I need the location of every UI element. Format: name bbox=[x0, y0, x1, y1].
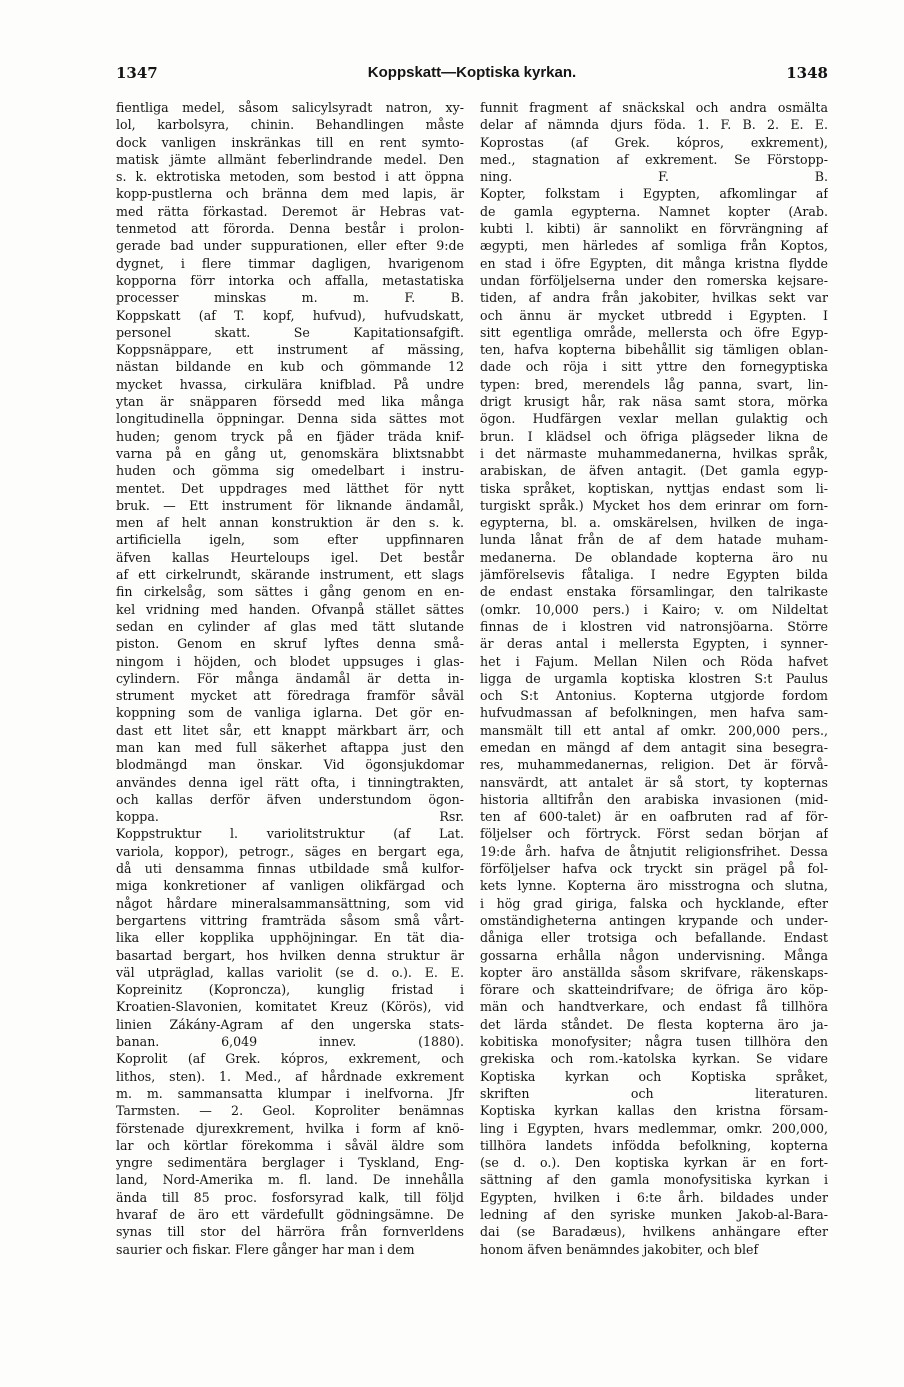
text-line: lunda lånat från de af dem hatade muham- bbox=[480, 532, 828, 548]
text-line: emedan en mängd af dem antagit sina besegra- bbox=[480, 739, 828, 755]
text-line: basartad bergart, hos hvilken denna struktur är bbox=[116, 947, 464, 963]
text-line: funnit fragment af snäckskal och andra osmälta bbox=[480, 100, 828, 115]
text-line: kel vridning med handen. Ofvanpå stället sättes bbox=[116, 601, 464, 617]
text-line: ledning af den syriske munken Jakob-al-Bara- bbox=[480, 1207, 828, 1222]
text-line: fientliga medel, såsom salicylsyradt natron, xy- bbox=[116, 100, 464, 115]
text-line: turgiskt språk.) Mycket hos dem erinrar om forn- bbox=[480, 497, 828, 513]
text-line: koppa. Rsr. bbox=[116, 809, 464, 825]
text-line: ligga de urgamla koptiska klostren S:t Paulus bbox=[480, 670, 828, 686]
text-line: matisk jämte allmänt feberlindrande medel. Den bbox=[116, 151, 464, 167]
text-line: land, Nord-Amerika m. fl. land. De innehålla bbox=[116, 1172, 464, 1188]
text-line: Koptiska kyrkan och Koptiska språket, bbox=[480, 1068, 828, 1084]
text-line: delar af nämnda djurs föda. 1. F. B. 2. E. E. bbox=[480, 117, 828, 133]
text-line: ten, hafva kopterna bibehållit sig tämligen oblan- bbox=[480, 342, 828, 358]
text-line: Koprolit (af Grek. kópros, exkrement, och bbox=[116, 1051, 464, 1067]
text-line: Kopter, folkstam i Egypten, afkomlingar af bbox=[480, 186, 828, 202]
text-line: gerade bad under suppurationen, eller efter 9:de bbox=[116, 238, 464, 254]
text-line: lika eller kopplika upphöjningar. En tät dia- bbox=[116, 930, 464, 946]
text-line: personel skatt. Se Kapitationsafgift. bbox=[116, 324, 464, 340]
text-line: dade och röja i sitt yttre den fornegyptiska bbox=[480, 359, 828, 375]
text-line: skriften och literaturen. bbox=[480, 1085, 828, 1101]
text-line: af ett cirkelrundt, skärande instrument, ett slags bbox=[116, 567, 464, 583]
text-line: egypterna, bl. a. omskärelsen, hvilken de inga- bbox=[480, 515, 828, 531]
text-line: koppning som de vanliga iglarna. Det gör en- bbox=[116, 705, 464, 721]
text-line: ningom i höjden, och blodet uppsuges i glas- bbox=[116, 653, 464, 669]
text-line: brun. I klädsel och öfriga plägseder likna de bbox=[480, 428, 828, 444]
right-page-number: 1348 bbox=[786, 64, 828, 82]
text-line: män och handtverkare, och endast få tillhöra bbox=[480, 999, 828, 1015]
text-line: men af helt annan konstruktion är den s. k. bbox=[116, 515, 464, 531]
text-line: sedan en cylinder af glas med tätt slutande bbox=[116, 618, 464, 634]
text-line: förare och skatteindrifvare; de öfriga äro köp- bbox=[480, 982, 828, 998]
text-line: synas till stor del härröra från fornverldens bbox=[116, 1224, 464, 1240]
text-line: då uti densamma finnas utbildade små kulfor- bbox=[116, 861, 464, 877]
text-line: tiden, af andra från jakobiter, hvilkas sekt var bbox=[480, 290, 828, 306]
text-line: ling i Egypten, hvars medlemmar, omkr. 200,000, bbox=[480, 1120, 828, 1136]
text-line: ända till 85 proc. fosforsyrad kalk, till följd bbox=[116, 1189, 464, 1205]
text-line: Koptiska kyrkan kallas den kristna försam- bbox=[480, 1103, 828, 1119]
text-line: drigt krusigt hår, rak näsa samt stora, mörka bbox=[480, 394, 828, 410]
text-line: dåniga eller trotsiga och befallande. Endast bbox=[480, 930, 828, 946]
text-line: i det närmaste muhammedanerna, hvilkas språk, bbox=[480, 445, 828, 461]
text-line: hufvudmassan af befolkningen, men hafva sam- bbox=[480, 705, 828, 721]
text-line: dai (se Baradæus), hvilkens anhängare efter bbox=[480, 1224, 828, 1240]
page-header bbox=[116, 64, 828, 86]
text-line: kopter äro anställda såsom skrifvare, räkenskaps- bbox=[480, 964, 828, 980]
text-line: s. k. ektrotiska metoden, som bestod i att öppna bbox=[116, 169, 464, 185]
text-line: bruk. — Ett instrument för liknande ändamål, bbox=[116, 497, 464, 513]
text-line: sättning af den gamla monofysitiska kyrkan i bbox=[480, 1172, 828, 1188]
text-line: gossarna erhålla någon undervisning. Många bbox=[480, 947, 828, 963]
text-line: hvaraf de äro ett värdefullt gödningsämne. De bbox=[116, 1207, 464, 1222]
text-line: bergartens vittring framträda såsom små vårt- bbox=[116, 912, 464, 928]
text-line: omständigheterna antingen krypande och under- bbox=[480, 912, 828, 928]
text-line: varna på en gång ut, genomskära blixtsnabbt bbox=[116, 445, 464, 461]
text-line: kubti l. kibti) är sannolikt en förvrängning af bbox=[480, 221, 828, 237]
text-line: typen: bred, merendels låg panna, svart, lin- bbox=[480, 376, 828, 392]
text-line: tiska språket, koptiskan, nyttjas endast som li- bbox=[480, 480, 828, 496]
text-line: Kroatien-Slavonien, komitatet Kreuz (Körös), vid bbox=[116, 999, 464, 1015]
text-line: ægypti, men härledes af somliga från Koptos, bbox=[480, 238, 828, 254]
text-line: m. m. sammansatta klumpar i inelfvorna. Jfr bbox=[116, 1085, 464, 1101]
text-line: historia alltifrån den arabiska invasionen (mid- bbox=[480, 791, 828, 807]
text-line: förstenade djurexkrement, hvilka i form af knö- bbox=[116, 1120, 464, 1136]
text-line: piston. Genom en skruf lyftes denna små- bbox=[116, 636, 464, 652]
text-line: ten af 600-talet) är en oafbruten rad af för- bbox=[480, 809, 828, 825]
column-gutter bbox=[469, 100, 470, 1300]
text-line: kobitiska monofysiter; några tusen tillhöra den bbox=[480, 1034, 828, 1050]
text-line: arabiskan, de äfven antagit. (Det gamla egyp- bbox=[480, 463, 828, 479]
text-line: grekiska och rom.-katolska kyrkan. Se vidare bbox=[480, 1051, 828, 1067]
text-line: (omkr. 10,000 pers.) i Kairo; v. om Nildeltat bbox=[480, 601, 828, 617]
text-line: de gamla egypterna. Namnet kopter (Arab. bbox=[480, 203, 828, 219]
text-line: tenmetod att förorda. Denna består i prolon- bbox=[116, 221, 464, 237]
text-line: tillhöra landets infödda befolkning, kopterna bbox=[480, 1137, 828, 1153]
running-title: Koppskatt—Koptiska kyrkan. bbox=[367, 64, 577, 81]
text-line: användes denna igel rätt ofta, i tinningtrakten, bbox=[116, 774, 464, 790]
text-line: kopp-pustlerna och bränna dem med lapis, är bbox=[116, 186, 464, 202]
text-line: dast ett litet sår, ett knappt märkbart ärr, och bbox=[116, 722, 464, 738]
text-line: med., stagnation af exkrement. Se Förstopp- bbox=[480, 151, 828, 167]
text-line: i hög grad giriga, falska och hycklande, efter bbox=[480, 895, 828, 911]
text-line: Koppsnäppare, ett instrument af mässing, bbox=[116, 342, 464, 358]
text-line: miga konkretioner af vanligen olikfärgad och bbox=[116, 878, 464, 894]
text-line: processer minskas m. m. F. B. bbox=[116, 290, 464, 306]
text-line: honom äfven benämndes jakobiter, och blef bbox=[480, 1241, 759, 1257]
text-line: en stad i öfre Egypten, dit många kristna flydde bbox=[480, 255, 828, 271]
text-line: det lärda ståndet. De flesta kopterna äro ja- bbox=[480, 1016, 828, 1032]
text-line: kopporna förr intorka och affalla, metastatiska bbox=[116, 272, 464, 288]
text-line: de endast enstaka församlingar, den talrikaste bbox=[480, 584, 828, 600]
text-line: linien Zákány-Agram af den ungerska stats- bbox=[116, 1016, 464, 1032]
left-text-column bbox=[116, 99, 464, 1258]
text-line: och kallas derför äfven understundom ögon- bbox=[116, 791, 464, 807]
text-line: lol, karbolsyra, chinin. Behandlingen måste bbox=[116, 117, 464, 133]
text-line: cylindern. För många ändamål är detta in- bbox=[116, 670, 464, 686]
text-line: dygnet, i flere timmar dagligen, hvarigenom bbox=[116, 255, 464, 271]
text-line: blodmängd man önskar. Vid ögonsjukdomar bbox=[116, 757, 464, 773]
text-line: finnas de i klostren vid natronsjöarna. Större bbox=[480, 618, 828, 634]
text-line: mentet. Det uppdrages med lätthet för nytt bbox=[116, 480, 464, 496]
text-line: res, muhammedanernas, religion. Det är förvå- bbox=[480, 757, 828, 773]
text-line: mycket hvassa, cirkulära knifblad. På undre bbox=[116, 376, 464, 392]
text-line: Koprostas (af Grek. kópros, exkrement), bbox=[480, 134, 828, 150]
text-line: huden och gömma sig omedelbart i instru- bbox=[116, 463, 464, 479]
text-line: longitudinella öppningar. Denna sida sättes mot bbox=[116, 411, 464, 427]
text-line: dock vanligen inskränkas till en rent symto- bbox=[116, 134, 464, 150]
text-line: het i Fajum. Mellan Nilen och Röda hafvet bbox=[480, 653, 828, 669]
text-line: lar och körtlar förekomma i såväl äldre som bbox=[116, 1137, 464, 1153]
left-page-number: 1347 bbox=[116, 64, 158, 82]
text-line: ytan är snäpparen försedd med lika många bbox=[116, 394, 464, 410]
text-line: mansmält till ett antal af omkr. 200,000 pers., bbox=[480, 722, 828, 738]
text-line: Tarmsten. — 2. Geol. Koproliter benämnas bbox=[116, 1103, 464, 1119]
text-line: ning. F. B. bbox=[480, 169, 828, 185]
text-line: Kopreinitz (Koproncza), kunglig fristad i bbox=[116, 982, 464, 998]
text-line: lithos, sten). 1. Med., af hårdnade exkrement bbox=[116, 1068, 464, 1084]
text-line: äfven kallas Heurteloups igel. Det består bbox=[116, 549, 464, 565]
text-line: Egypten, hvilken i 6:te årh. bildades under bbox=[480, 1189, 828, 1205]
text-line: man kan med full säkerhet aftappa just den bbox=[116, 739, 464, 755]
text-line: ögon. Hudfärgen vexlar mellan gulaktig och bbox=[480, 411, 828, 427]
text-line: fin cirkelsåg, som sättes i gång genom en en- bbox=[116, 584, 464, 600]
text-line: saurier och fiskar. Flere gånger har man i dem bbox=[116, 1241, 415, 1257]
text-line: undan förföljelserna under den romerska kejsare- bbox=[480, 272, 828, 288]
text-line: jämförelsevis fåtaliga. I nedre Egypten bilda bbox=[480, 567, 828, 583]
text-line: nansvärdt, att antalet är så stort, ty kopternas bbox=[480, 774, 828, 790]
text-line: med rätta förkastad. Deremot är Hebras vat- bbox=[116, 203, 464, 219]
text-line: följelser och förtryck. Först sedan början af bbox=[480, 826, 828, 842]
text-line: artificiella igeln, som efter uppfinnaren bbox=[116, 532, 464, 548]
text-line: nästan bildande en kub och gömmande 12 bbox=[116, 359, 464, 375]
text-line: väl utpräglad, kallas variolit (se d. o.). E. E. bbox=[116, 964, 464, 980]
text-line: medanerna. De oblandade kopterna äro nu bbox=[480, 549, 828, 565]
text-line: (se d. o.). Den koptiska kyrkan är en fort- bbox=[480, 1155, 828, 1171]
text-line: sitt egentliga område, mellersta och öfre Egyp- bbox=[480, 324, 828, 340]
text-line: variola, koppor), petrogr., säges en bergart ega, bbox=[116, 843, 464, 859]
text-line: strument mycket att föredraga framför såväl bbox=[116, 688, 464, 704]
text-line: något hårdare mineralsammansättning, som vid bbox=[116, 895, 464, 911]
text-line: kets lynne. Kopterna äro misstrogna och slutna, bbox=[480, 878, 828, 894]
text-line: banan. 6,049 innev. (1880). bbox=[116, 1034, 464, 1050]
text-line: Koppstruktur l. variolitstruktur (af Lat. bbox=[116, 826, 464, 842]
right-text-column bbox=[480, 99, 828, 1258]
text-line: förföljelser hafva ock tryckt sin prägel på fol- bbox=[480, 861, 828, 877]
text-line: yngre sedimentära berglager i Tyskland, Eng- bbox=[116, 1155, 464, 1171]
text-line: är deras antal i mellersta Egypten, i synner- bbox=[480, 636, 828, 652]
text-line: huden; genom tryck på en fjäder träda knif- bbox=[116, 428, 464, 444]
text-line: och ännu är mycket utbredd i Egypten. I bbox=[480, 307, 828, 323]
text-line: 19:de årh. hafva de åtnjutit religionsfrihet. Dessa bbox=[480, 843, 828, 859]
text-line: och S:t Antonius. Kopterna utgjorde fordom bbox=[480, 688, 828, 704]
text-line: Koppskatt (af T. kopf, hufvud), hufvudskatt, bbox=[116, 307, 464, 323]
